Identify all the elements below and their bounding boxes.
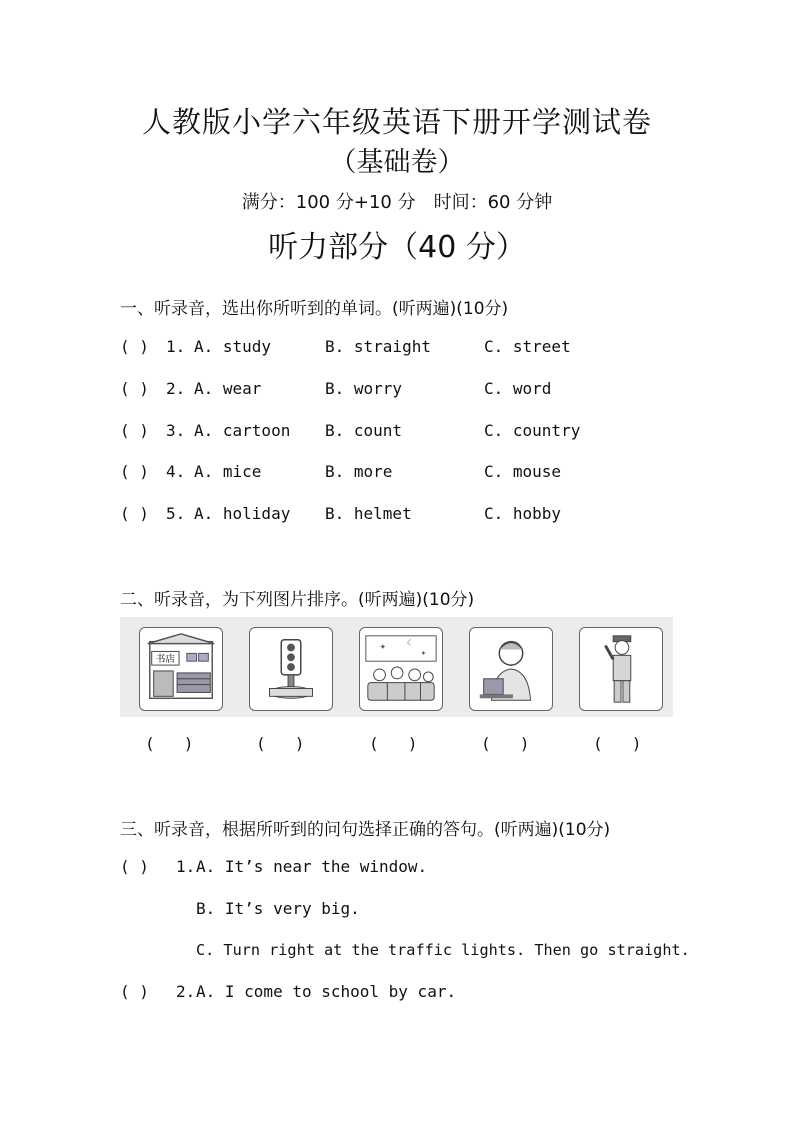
order-blank[interactable]: ( ) [595,734,640,753]
item-number: 5. [166,504,186,523]
cinema-icon [360,628,442,710]
picture-card [469,627,553,711]
item-number: 2. [176,982,196,1001]
bookstore-sign: 书店 [155,654,176,666]
answer-blank[interactable]: ( ) [120,462,149,481]
page-title: 人教版小学六年级英语下册开学测试卷 [141,105,652,139]
picture-card [139,627,223,711]
option-a: A. mice [194,462,262,481]
answer-blank[interactable]: ( ) [120,421,149,440]
option-a: A. cartoon [194,421,291,440]
option-a: A. holiday [194,504,291,523]
option-c: C. country [484,421,581,440]
section3-heading: 三、听录音，根据所听到的问句选择正确的答句。(听两遍)(10分) [120,820,611,840]
item-number: 4. [166,462,186,481]
answer-blank[interactable]: ( ) [120,504,149,523]
item-number: 3. [166,421,186,440]
option-c: C. street [484,337,571,356]
police-officer-icon [580,628,662,710]
section1-heading: 一、听录音，选出你所听到的单词。(听两遍)(10分) [120,299,509,319]
order-blank[interactable]: ( ) [258,734,303,753]
item-number: 1. [176,857,196,876]
bookstore-icon [140,628,222,710]
order-blank[interactable]: ( ) [147,734,192,753]
answer-blank[interactable]: ( ) [120,982,149,1001]
svg-text:☾: ☾ [406,638,414,648]
woman-computer-icon [470,628,552,710]
order-blank[interactable]: ( ) [483,734,528,753]
option-c: C. Turn right at the traffic lights. Then go straight. [196,941,690,959]
answer-blank[interactable]: ( ) [120,337,149,356]
item-number: 1. [166,337,186,356]
svg-text:✦: ✦ [379,642,387,652]
picture-strip [120,617,673,717]
score-time-info: 满分：100 分+10 分 时间：60 分钟 [241,192,553,213]
option-b: B. helmet [325,504,412,523]
option-b: B. worry [325,379,403,398]
picture-card [579,627,663,711]
option-c: C. mouse [484,462,562,481]
option-b: B. count [325,421,403,440]
option-a: A. I come to school by car. [196,982,457,1001]
section2-heading: 二、听录音，为下列图片排序。(听两遍)(10分) [120,590,475,610]
traffic-light-icon [250,628,332,710]
option-c: C. hobby [484,504,562,523]
option-b: B. more [325,462,393,481]
picture-card [359,627,443,711]
svg-text:✦: ✦ [420,649,427,658]
option-a: A. study [194,337,272,356]
option-c: C. word [484,379,552,398]
option-b: B. straight [325,337,431,356]
order-blank[interactable]: ( ) [371,734,416,753]
page-subtitle: （基础卷） [329,147,465,178]
option-b: B. It’s very big. [196,899,360,918]
answer-blank[interactable]: ( ) [120,857,149,876]
option-a: A. It’s near the window. [196,857,428,876]
item-number: 2. [166,379,186,398]
picture-card [249,627,333,711]
option-a: A. wear [194,379,262,398]
part-heading: 听力部分（40 分） [268,230,526,265]
answer-blank[interactable]: ( ) [120,379,149,398]
